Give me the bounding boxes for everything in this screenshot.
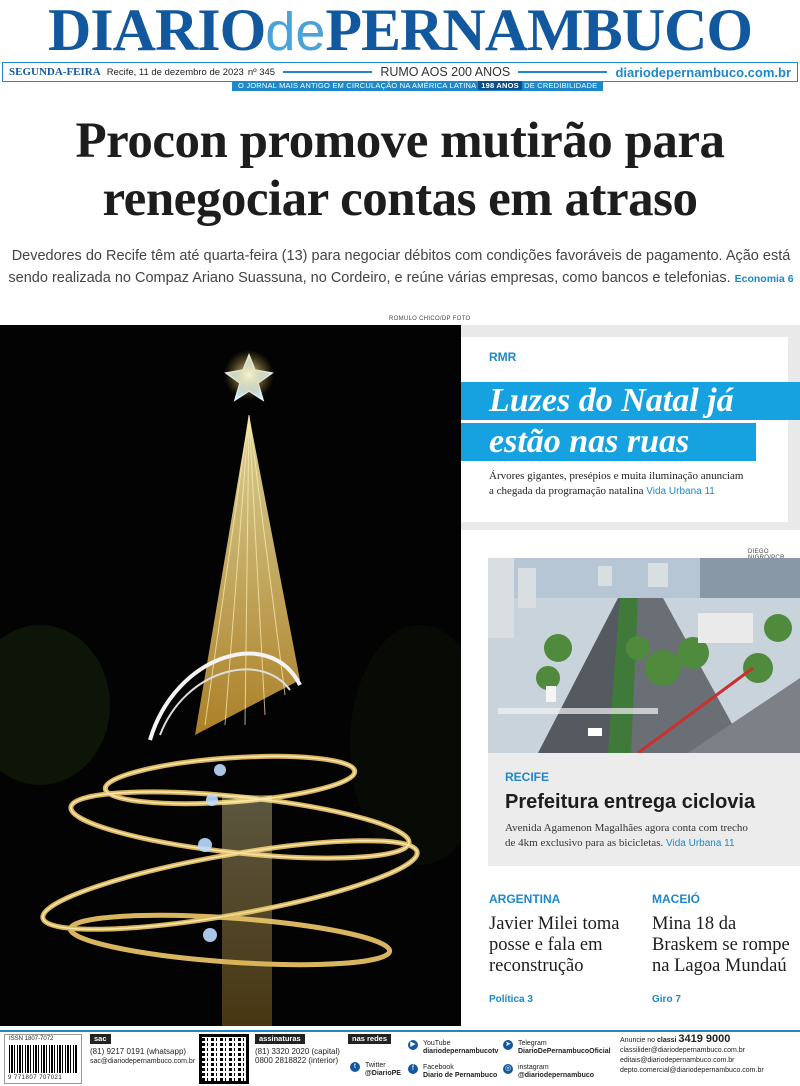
maceio-kicker: MACEIÓ bbox=[652, 892, 700, 906]
lead-section-ref[interactable]: Economia 6 bbox=[734, 273, 794, 285]
avenue-illustration bbox=[488, 558, 800, 753]
recife-section-ref[interactable]: Vida Urbana 11 bbox=[665, 838, 735, 849]
classi-email-3[interactable]: depto.comercial@diariodepernambuco.com.br bbox=[620, 1067, 764, 1074]
recife-deck-line-2: de 4km exclusivo para as bicicletas. bbox=[505, 837, 664, 849]
youtube-icon: ▶ bbox=[408, 1040, 418, 1050]
dateline-rule-right bbox=[518, 71, 607, 73]
rmr-deck bbox=[489, 469, 789, 499]
footer bbox=[0, 1030, 800, 1086]
youtube-name: YouTube bbox=[422, 1040, 451, 1047]
tagline-end: DE CREDIBILIDADE bbox=[524, 81, 598, 90]
classifieds-block bbox=[620, 1034, 796, 1076]
barcode bbox=[4, 1034, 82, 1084]
qr-code-icon[interactable] bbox=[199, 1034, 249, 1084]
lead-deck bbox=[6, 245, 796, 290]
christmas-tree-photo[interactable] bbox=[0, 325, 461, 1026]
facebook-name: Facebook bbox=[422, 1064, 454, 1071]
argentina-story[interactable] bbox=[489, 892, 639, 1007]
edition-number: nº 345 bbox=[247, 66, 276, 78]
telegram-name: Telegram bbox=[517, 1040, 547, 1047]
barcode-number: 9 771807 707021 bbox=[8, 1075, 63, 1081]
dateline-bar bbox=[2, 62, 798, 82]
facebook-handle: Diario de Pernambuco bbox=[422, 1072, 498, 1079]
youtube-link[interactable] bbox=[408, 1040, 498, 1056]
slogan: RUMO AOS 200 ANOS bbox=[380, 65, 511, 79]
maceio-section-ref[interactable]: Giro 7 bbox=[652, 994, 681, 1005]
twitter-link[interactable] bbox=[350, 1062, 401, 1078]
classi-phone[interactable]: 3419 9000 bbox=[678, 1033, 731, 1045]
rmr-story[interactable] bbox=[461, 325, 800, 530]
issue-date: Recife, 11 de dezembro de 2023 bbox=[106, 66, 244, 78]
rmr-deck-line-1: Árvores gigantes, presépios e muita iluminação anunciam bbox=[489, 470, 744, 482]
argentina-kicker: ARGENTINA bbox=[489, 892, 561, 906]
recife-kicker: RECIFE bbox=[505, 770, 550, 784]
barcode-bars bbox=[9, 1045, 77, 1073]
tagline-years: 198 ANOS bbox=[478, 81, 522, 90]
dateline-rule-left bbox=[283, 71, 372, 73]
twitter-handle: @DiarioPE bbox=[364, 1070, 401, 1077]
classi-email-1[interactable]: classilider@diariodepernambuco.com.br bbox=[620, 1047, 745, 1054]
instagram-handle: @diariodepernambuco bbox=[517, 1072, 595, 1079]
main-photo-credit: ROMULO CHICO/DP FOTO bbox=[389, 316, 471, 322]
twitter-name: Twitter bbox=[364, 1062, 386, 1069]
maceio-story[interactable] bbox=[652, 892, 800, 1007]
masthead bbox=[0, 0, 800, 63]
classi-email-2[interactable]: editais@diariodepernambuco.com.br bbox=[620, 1057, 735, 1064]
christmas-tree-illustration bbox=[0, 325, 461, 1026]
tagline bbox=[232, 81, 603, 91]
instagram-name: instagram bbox=[517, 1064, 549, 1071]
rmr-headline-line-2: estão nas ruas bbox=[461, 423, 756, 461]
subscriptions-phone-interior[interactable]: 0800 2818822 (interior) bbox=[255, 1056, 339, 1065]
subscriptions-phone-capital[interactable]: (81) 3320 2020 (capital) bbox=[255, 1047, 340, 1056]
bike-lane-aerial-photo[interactable] bbox=[488, 558, 800, 753]
maceio-headline: Mina 18 da Braskem se rompe na Lagoa Mundaú bbox=[652, 914, 790, 976]
issn: ISSN 1807-7072 bbox=[9, 1036, 54, 1042]
street-photo-credit: DIEGO bbox=[748, 549, 769, 555]
youtube-handle: diariodepernambucotv bbox=[422, 1048, 499, 1055]
weekday: SEGUNDA-FEIRA bbox=[9, 66, 101, 78]
subscriptions-block bbox=[255, 1034, 345, 1065]
lead-headline[interactable] bbox=[0, 112, 800, 228]
recife-story[interactable] bbox=[488, 753, 800, 866]
recife-deck-line-1: Avenida Agamenon Magalhães agora conta com trecho bbox=[505, 822, 748, 834]
logo-pernambuco: PERNAMBUCO bbox=[325, 0, 753, 63]
telegram-icon: ➤ bbox=[503, 1040, 513, 1050]
lead-headline-line-2: renegociar contas em atraso bbox=[102, 171, 698, 227]
lead-deck-line-2: sendo realizada no Compaz Ariano Suassuna, no Cordeiro, e reúne várias empresas, como bancos e telefonias. bbox=[8, 270, 731, 286]
logo-diario: DIARIO bbox=[47, 0, 266, 63]
telegram-handle: DiarioDePernambucoOficial bbox=[517, 1048, 611, 1055]
sac-block bbox=[90, 1034, 195, 1065]
tagline-text: O JORNAL MAIS ANTIGO EM CIRCULAÇÃO NA AMÉRICA LATINA bbox=[238, 81, 476, 90]
facebook-link[interactable] bbox=[408, 1064, 497, 1080]
sac-email[interactable]: sac@diariodepernambuco.com.br bbox=[90, 1058, 196, 1065]
lead-deck-line-1: Devedores do Recife têm até quarta-feira (13) para negociar débitos com condições favoráveis de pagamento. Ação está bbox=[11, 248, 791, 264]
classi-prefix: Anuncie no bbox=[620, 1037, 656, 1044]
recife-headline: Prefeitura entrega ciclovia bbox=[505, 791, 756, 813]
telegram-link[interactable] bbox=[503, 1040, 611, 1056]
argentina-section-ref[interactable]: Política 3 bbox=[489, 994, 533, 1005]
rmr-headline-line-1: Luzes do Natal já bbox=[461, 382, 800, 420]
logo-de: de bbox=[265, 2, 326, 62]
newspaper-logo[interactable] bbox=[0, 0, 800, 62]
recife-deck bbox=[505, 821, 795, 851]
sac-phone[interactable]: (81) 9217 0191 (whatsapp) bbox=[90, 1047, 187, 1056]
website-link[interactable]: diariodepernambuco.com.br bbox=[615, 64, 792, 80]
social-label: nas redes bbox=[348, 1034, 391, 1044]
sac-label: sac bbox=[90, 1034, 111, 1044]
instagram-icon: ◎ bbox=[504, 1065, 512, 1072]
rmr-section-ref[interactable]: Vida Urbana 11 bbox=[646, 486, 715, 497]
argentina-headline: Javier Milei toma posse e fala em reconstrução bbox=[489, 914, 620, 976]
lead-headline-line-1: Procon promove mutirão para bbox=[75, 113, 725, 169]
subscriptions-label: assinaturas bbox=[255, 1034, 305, 1044]
instagram-link[interactable] bbox=[503, 1064, 594, 1080]
twitter-icon: t bbox=[350, 1062, 360, 1072]
rmr-kicker: RMR bbox=[489, 350, 517, 364]
classi-brand: classi bbox=[656, 1037, 677, 1044]
facebook-icon: f bbox=[408, 1064, 418, 1074]
rmr-deck-line-2: a chegada da programação natalina bbox=[489, 485, 644, 497]
